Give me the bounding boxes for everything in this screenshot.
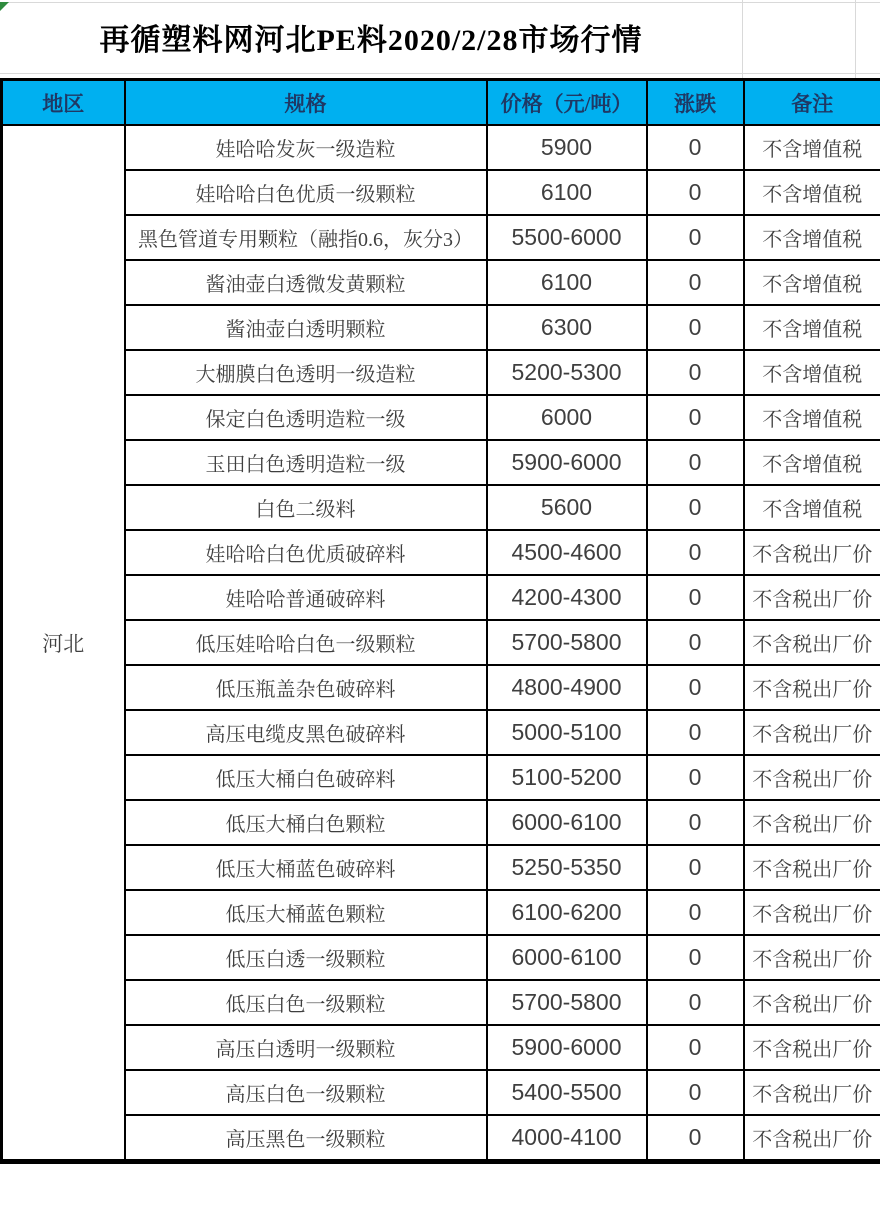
table-row	[2, 170, 880, 215]
cell-note: 不含税出厂价	[744, 980, 880, 1025]
cell-change: 0	[647, 305, 744, 350]
cell-spec: 玉田白色透明造粒一级	[125, 440, 487, 485]
cell-price: 4000-4100	[487, 1115, 647, 1162]
cell-spec: 高压白色一级颗粒	[125, 1070, 487, 1115]
cell-price: 5700-5800	[487, 980, 647, 1025]
cell-price: 5900-6000	[487, 1025, 647, 1070]
cell-note: 不含增值税	[744, 305, 880, 350]
cell-note: 不含税出厂价	[744, 620, 880, 665]
cell-note: 不含税出厂价	[744, 710, 880, 755]
cell-price: 6000-6100	[487, 935, 647, 980]
cell-note: 不含税出厂价	[744, 530, 880, 575]
cell-change: 0	[647, 845, 744, 890]
table-row	[2, 665, 880, 710]
cell-note: 不含税出厂价	[744, 575, 880, 620]
cell-spec: 白色二级料	[125, 485, 487, 530]
cell-spec: 娃哈哈白色优质破碎料	[125, 530, 487, 575]
table-row	[2, 1025, 880, 1070]
col-header-region: 地区	[2, 80, 125, 126]
cell-note: 不含增值税	[744, 485, 880, 530]
cell-note: 不含税出厂价	[744, 935, 880, 980]
cell-change: 0	[647, 260, 744, 305]
cell-price: 5900-6000	[487, 440, 647, 485]
col-header-change: 涨跌	[647, 80, 744, 126]
cell-spec: 黑色管道专用颗粒（融指0.6，灰分3）	[125, 215, 487, 260]
cell-spec: 低压白透一级颗粒	[125, 935, 487, 980]
cell-price: 6000-6100	[487, 800, 647, 845]
table-row	[2, 575, 880, 620]
cell-change: 0	[647, 710, 744, 755]
table-row	[2, 1070, 880, 1115]
cell-spec: 高压白透明一级颗粒	[125, 1025, 487, 1070]
table-row	[2, 485, 880, 530]
cell-price: 6100	[487, 260, 647, 305]
cell-note: 不含税出厂价	[744, 1115, 880, 1162]
cell-change: 0	[647, 395, 744, 440]
cell-price: 4800-4900	[487, 665, 647, 710]
table-row	[2, 935, 880, 980]
cell-note: 不含增值税	[744, 215, 880, 260]
cell-note: 不含税出厂价	[744, 845, 880, 890]
header-row	[2, 80, 880, 126]
cell-change: 0	[647, 125, 744, 170]
cell-note: 不含增值税	[744, 350, 880, 395]
table-row	[2, 530, 880, 575]
cell-change: 0	[647, 935, 744, 980]
cell-change: 0	[647, 215, 744, 260]
cell-spec: 酱油壶白透明颗粒	[125, 305, 487, 350]
table-row	[2, 1115, 880, 1162]
cell-spec: 低压大桶白色颗粒	[125, 800, 487, 845]
col-header-note: 备注	[744, 80, 880, 126]
cell-price: 6100	[487, 170, 647, 215]
gridline-vertical-title-right	[742, 0, 743, 78]
cell-spec: 娃哈哈发灰一级造粒	[125, 125, 487, 170]
cell-spec: 大棚膜白色透明一级造粒	[125, 350, 487, 395]
cell-change: 0	[647, 485, 744, 530]
cell-change: 0	[647, 800, 744, 845]
table-row	[2, 125, 880, 170]
table-row	[2, 755, 880, 800]
cell-note: 不含增值税	[744, 395, 880, 440]
cell-region: 河北	[2, 125, 125, 1162]
cell-spec: 低压瓶盖杂色破碎料	[125, 665, 487, 710]
cell-change: 0	[647, 665, 744, 710]
cell-spec: 娃哈哈普通破碎料	[125, 575, 487, 620]
cell-change: 0	[647, 980, 744, 1025]
table-row	[2, 845, 880, 890]
cell-change: 0	[647, 440, 744, 485]
table-row	[2, 980, 880, 1025]
page-title: 再循塑料网河北PE料2020/2/28市场行情	[99, 24, 643, 57]
cell-price: 5400-5500	[487, 1070, 647, 1115]
cell-price: 5700-5800	[487, 620, 647, 665]
cell-price: 5500-6000	[487, 215, 647, 260]
cell-spec: 高压电缆皮黑色破碎料	[125, 710, 487, 755]
col-header-spec: 规格	[125, 80, 487, 126]
cell-change: 0	[647, 1025, 744, 1070]
cell-price: 5200-5300	[487, 350, 647, 395]
price-table	[0, 78, 880, 1164]
cell-price: 5600	[487, 485, 647, 530]
cell-spec: 酱油壶白透微发黄颗粒	[125, 260, 487, 305]
cell-note: 不含增值税	[744, 440, 880, 485]
table-row	[2, 620, 880, 665]
table-row	[2, 710, 880, 755]
cell-spec: 低压娃哈哈白色一级颗粒	[125, 620, 487, 665]
cell-price: 5900	[487, 125, 647, 170]
col-header-price: 价格（元/吨）	[487, 80, 647, 126]
cell-spec: 娃哈哈白色优质一级颗粒	[125, 170, 487, 215]
table-row	[2, 305, 880, 350]
cell-change: 0	[647, 1115, 744, 1162]
cell-change: 0	[647, 755, 744, 800]
cell-note: 不含税出厂价	[744, 665, 880, 710]
cell-change: 0	[647, 620, 744, 665]
table-row	[2, 800, 880, 845]
cell-price: 6300	[487, 305, 647, 350]
cell-note: 不含增值税	[744, 170, 880, 215]
cell-price: 5000-5100	[487, 710, 647, 755]
cell-price: 5250-5350	[487, 845, 647, 890]
cell-spec: 保定白色透明造粒一级	[125, 395, 487, 440]
table-row	[2, 260, 880, 305]
cell-note: 不含税出厂价	[744, 890, 880, 935]
cell-note: 不含税出厂价	[744, 800, 880, 845]
cell-change: 0	[647, 170, 744, 215]
gridline-vertical-far-right	[855, 0, 856, 78]
cell-change: 0	[647, 890, 744, 935]
cell-price: 6100-6200	[487, 890, 647, 935]
table-row	[2, 890, 880, 935]
cell-spec: 低压大桶蓝色颗粒	[125, 890, 487, 935]
cell-price: 6000	[487, 395, 647, 440]
cell-price: 5100-5200	[487, 755, 647, 800]
cell-spec: 高压黑色一级颗粒	[125, 1115, 487, 1162]
cell-spec: 低压大桶白色破碎料	[125, 755, 487, 800]
cell-change: 0	[647, 530, 744, 575]
cell-note: 不含税出厂价	[744, 755, 880, 800]
table-row	[2, 350, 880, 395]
table-row	[2, 215, 880, 260]
cell-spec: 低压大桶蓝色破碎料	[125, 845, 487, 890]
cell-price: 4200-4300	[487, 575, 647, 620]
cell-note: 不含税出厂价	[744, 1070, 880, 1115]
cell-change: 0	[647, 350, 744, 395]
table-row	[2, 440, 880, 485]
cell-note: 不含增值税	[744, 125, 880, 170]
cell-change: 0	[647, 575, 744, 620]
table-row	[2, 395, 880, 440]
cell-note: 不含税出厂价	[744, 1025, 880, 1070]
cell-note: 不含增值税	[744, 260, 880, 305]
cell-spec: 低压白色一级颗粒	[125, 980, 487, 1025]
cell-price: 4500-4600	[487, 530, 647, 575]
cell-change: 0	[647, 1070, 744, 1115]
